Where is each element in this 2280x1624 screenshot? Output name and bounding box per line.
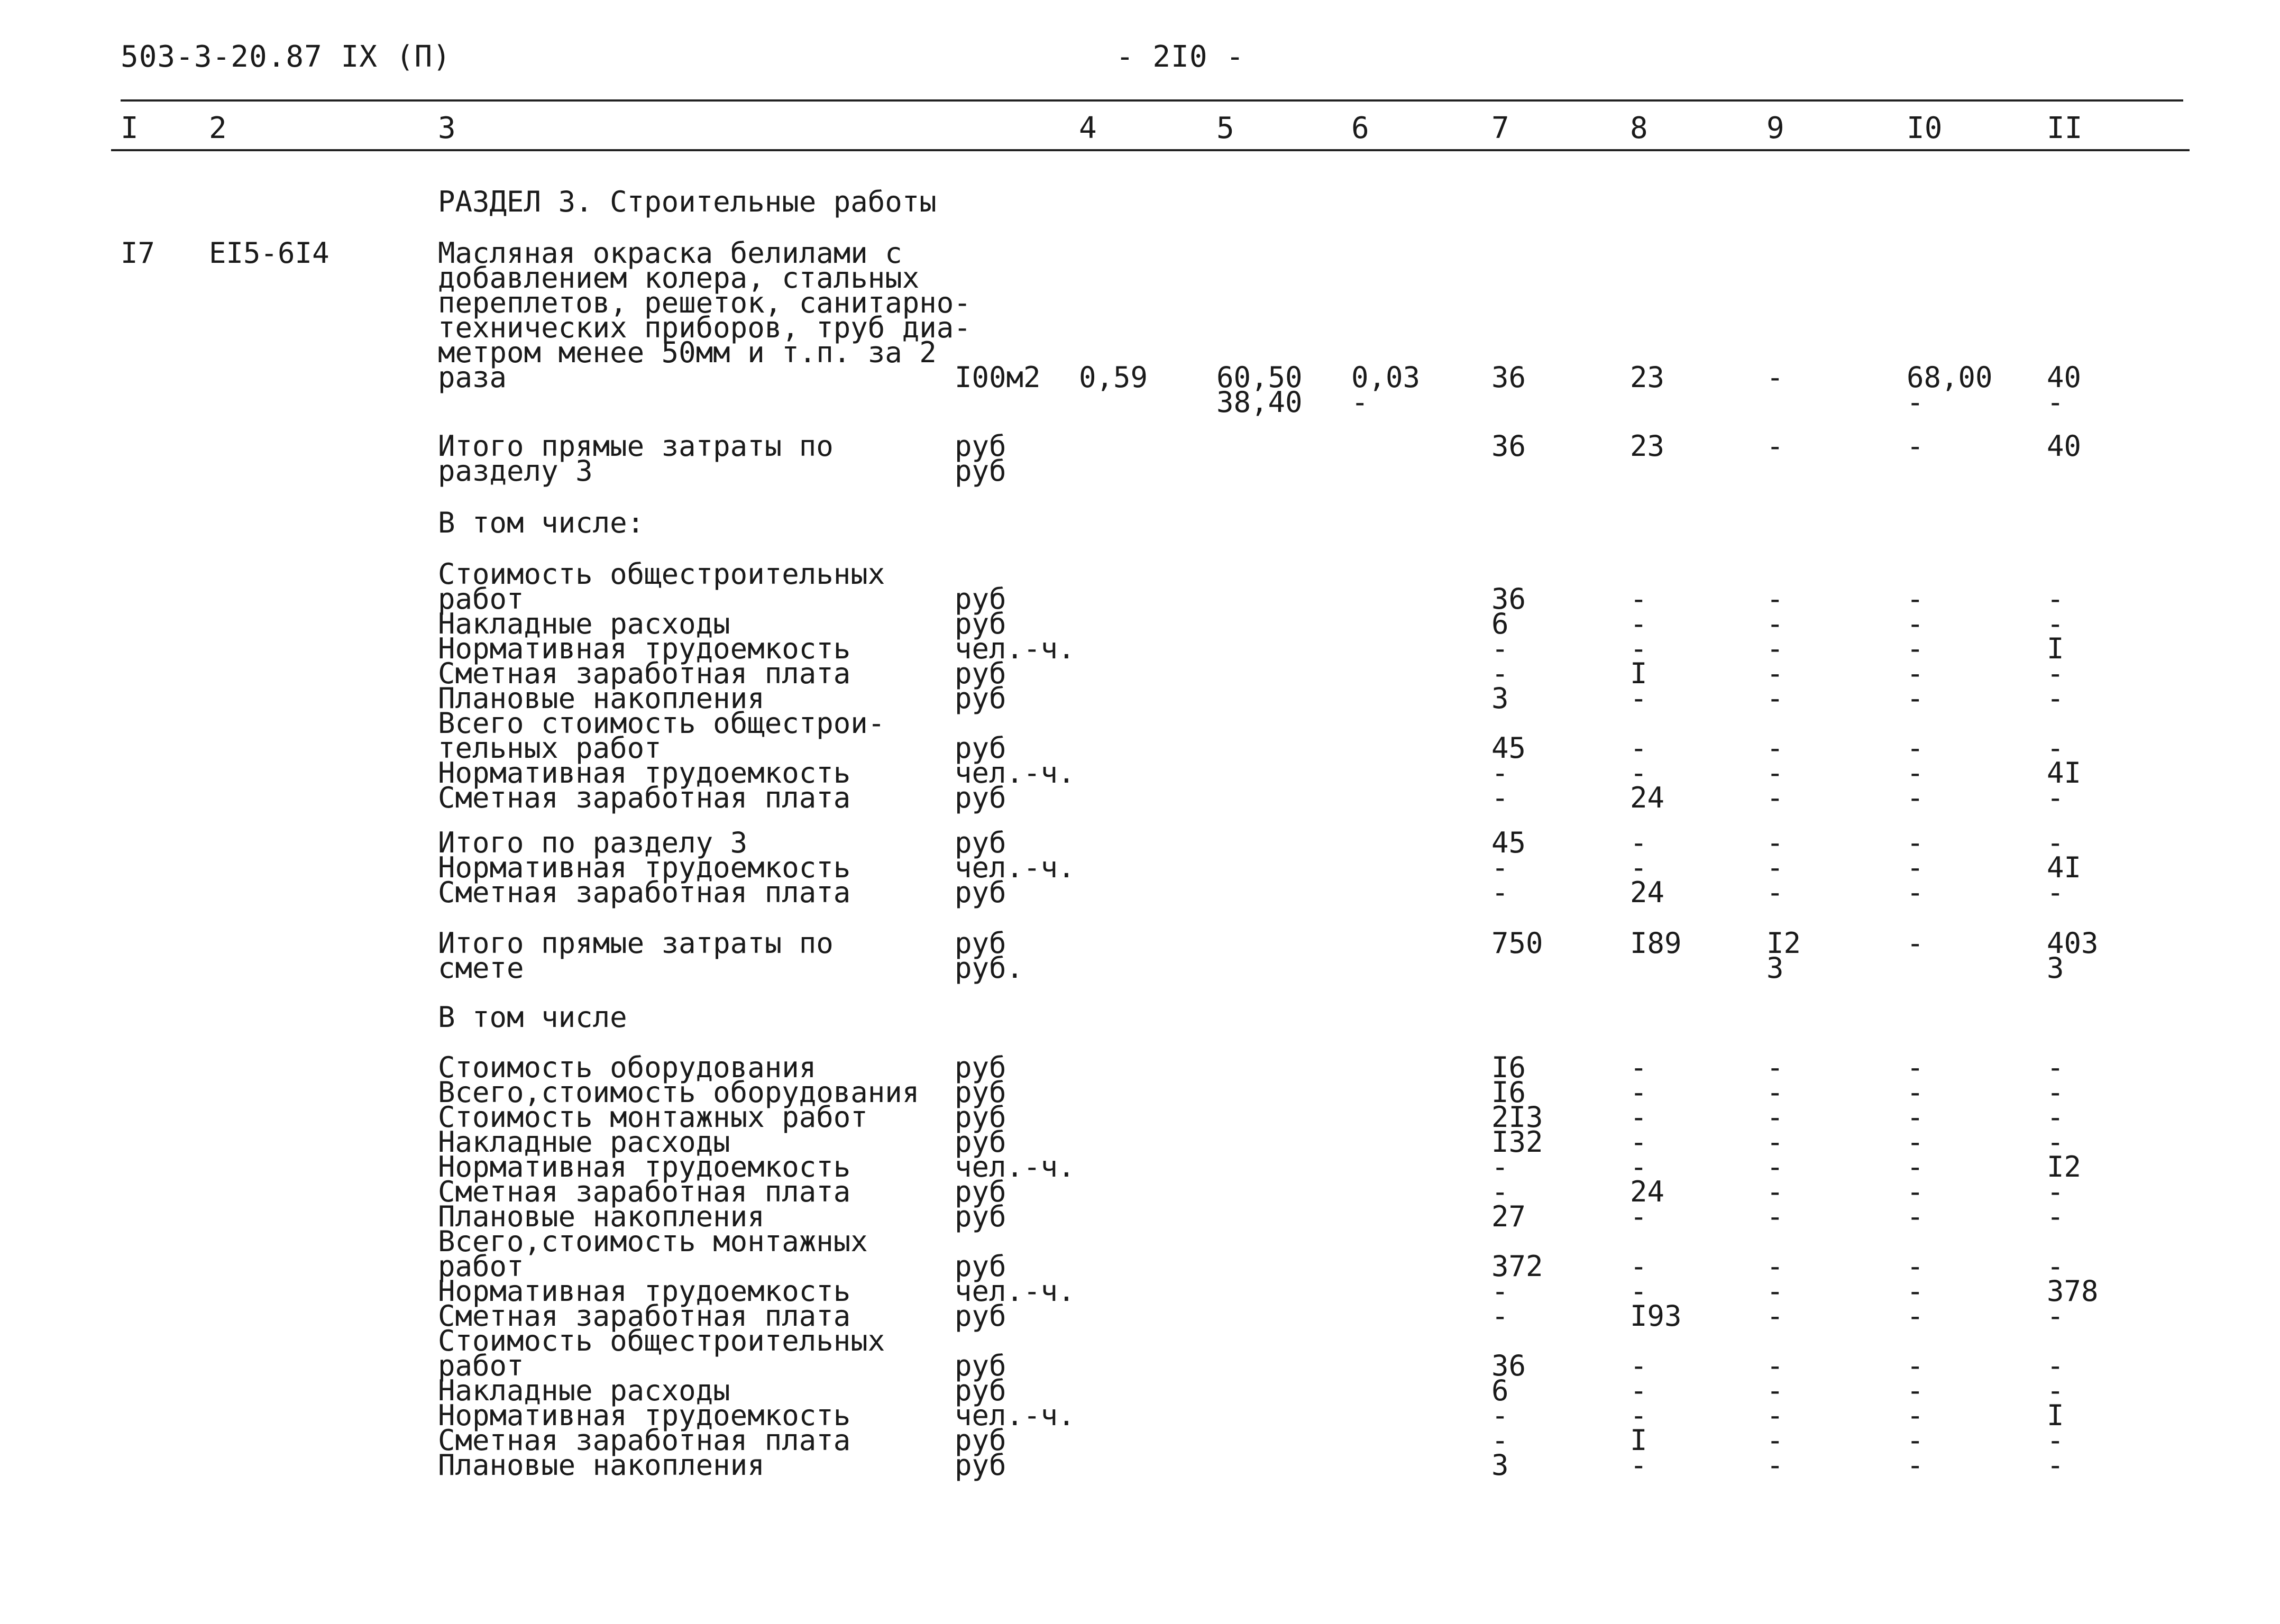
row-text-line: работ	[438, 1349, 524, 1382]
value-cell: -	[1907, 781, 1924, 814]
value-cell: -	[1630, 826, 1647, 859]
unit-cell: чел.-ч.	[955, 1274, 1075, 1308]
value-cell: -	[1630, 1200, 1647, 1233]
value-cell: 24	[1630, 781, 1665, 814]
unit-cell: руб	[955, 1051, 1006, 1084]
value-cell: -	[1630, 851, 1647, 884]
value-cell: -	[1491, 1175, 1509, 1208]
value-cell: -	[1907, 582, 1924, 616]
value-cell: -	[1491, 1274, 1509, 1308]
value-cell: -	[1491, 756, 1509, 790]
value-cell: 36	[1491, 1349, 1526, 1382]
unit-cell: руб	[955, 1299, 1006, 1333]
value-cell: -	[1491, 632, 1509, 665]
row-text-line: Накладные расходы	[438, 607, 730, 640]
unit-cell: чел.-ч.	[955, 632, 1075, 665]
value-cell: 38,40	[1216, 386, 1303, 419]
value-cell: -	[1766, 1125, 1784, 1159]
value-cell: I	[2047, 632, 2064, 665]
value-cell: 750	[1491, 926, 1543, 960]
unit-cell: руб	[955, 876, 1006, 909]
value-cell: -	[1766, 781, 1784, 814]
unit-cell: руб	[955, 1100, 1006, 1134]
value-cell: I93	[1630, 1299, 1682, 1333]
row-text-line: Нормативная трудоемкость	[438, 1150, 851, 1183]
row-text-line: Нормативная трудоемкость	[438, 756, 851, 790]
page-number: - 2I0 -	[1116, 40, 1245, 74]
value-cell: 23	[1630, 361, 1665, 394]
unit-cell: чел.-ч.	[955, 1399, 1075, 1432]
value-cell: -	[1491, 876, 1509, 909]
value-cell: -	[1907, 1374, 1924, 1407]
value-cell: 40	[2047, 429, 2082, 463]
row-text-line: Всего стоимость общестрои-	[438, 707, 885, 740]
value-cell: -	[1907, 386, 1924, 419]
value-cell: -	[1630, 756, 1647, 790]
unit-cell: руб	[955, 582, 1006, 616]
row-text-line: переплетов, решеток, санитарно-	[438, 286, 971, 319]
value-cell: I	[1630, 657, 1647, 690]
value-cell: -	[1766, 851, 1784, 884]
column-number: 2	[209, 111, 227, 145]
value-cell: -	[1907, 1150, 1924, 1183]
value-cell: -	[1766, 1076, 1784, 1109]
value-cell: 3	[1491, 682, 1509, 715]
value-cell: -	[2047, 1448, 2064, 1482]
row-text-line: Сметная заработная плата	[438, 1175, 851, 1208]
header-bottom-rule	[111, 149, 2190, 151]
row-text-line: Плановые накопления	[438, 1200, 765, 1233]
value-cell: 36	[1491, 361, 1526, 394]
row-number: I7	[121, 236, 155, 270]
value-cell: -	[1630, 1125, 1647, 1159]
section-title: РАЗДЕЛ 3. Строительные работы	[438, 185, 937, 218]
value-cell: -	[1630, 731, 1647, 765]
column-number: 7	[1491, 111, 1509, 145]
row-text-line: добавлением колера, стальных	[438, 261, 920, 295]
value-cell: 45	[1491, 826, 1526, 859]
row-text-line: Нормативная трудоемкость	[438, 851, 851, 884]
value-cell: 378	[2047, 1274, 2099, 1308]
value-cell: 4I	[2047, 756, 2082, 790]
value-cell: -	[1907, 1349, 1924, 1382]
value-cell: 45	[1491, 731, 1526, 765]
value-cell: -	[1630, 1250, 1647, 1283]
value-cell: I6	[1491, 1051, 1526, 1084]
value-cell: -	[1766, 682, 1784, 715]
value-cell: -	[1766, 582, 1784, 616]
column-number: 6	[1351, 111, 1369, 145]
value-cell: -	[1766, 731, 1784, 765]
header-top-rule	[121, 99, 2183, 102]
value-cell: -	[1630, 1374, 1647, 1407]
value-cell: -	[1766, 1175, 1784, 1208]
value-cell: -	[1907, 1399, 1924, 1432]
row-text-line: Плановые накопления	[438, 682, 765, 715]
row-text-line: Сметная заработная плата	[438, 876, 851, 909]
value-cell: 6	[1491, 1374, 1509, 1407]
value-cell: I	[1630, 1424, 1647, 1457]
value-cell: -	[2047, 1374, 2064, 1407]
value-cell: -	[1907, 1299, 1924, 1333]
value-cell: 24	[1630, 1175, 1665, 1208]
row-text-line: технических приборов, труб диа-	[438, 311, 971, 344]
value-cell: -	[1766, 1100, 1784, 1134]
value-cell: -	[2047, 1250, 2064, 1283]
value-cell: -	[1766, 1051, 1784, 1084]
unit-cell: руб	[955, 1349, 1006, 1382]
value-cell: -	[1766, 1374, 1784, 1407]
value-cell: -	[1907, 1250, 1924, 1283]
column-number: 5	[1216, 111, 1234, 145]
value-cell: -	[1491, 781, 1509, 814]
unit-cell: руб	[955, 1424, 1006, 1457]
value-cell: -	[2047, 1424, 2064, 1457]
unit-cell: руб	[955, 1125, 1006, 1159]
row-text-line: работ	[438, 1250, 524, 1283]
value-cell: -	[1630, 607, 1647, 640]
value-cell: -	[1630, 1150, 1647, 1183]
row-text-line: раза	[438, 361, 507, 394]
row-text-line: Стоимость монтажных работ	[438, 1100, 868, 1134]
value-cell: -	[1491, 1424, 1509, 1457]
value-cell: -	[1766, 876, 1784, 909]
value-cell: -	[1766, 1250, 1784, 1283]
value-cell: -	[1766, 361, 1784, 394]
value-cell: -	[1630, 1448, 1647, 1482]
row-text-line: В том числе:	[438, 506, 645, 539]
value-cell: 27	[1491, 1200, 1526, 1233]
value-cell: -	[2047, 1349, 2064, 1382]
value-cell: -	[2047, 1200, 2064, 1233]
value-cell: -	[1630, 1349, 1647, 1382]
value-cell: -	[1907, 1125, 1924, 1159]
column-number: I0	[1907, 111, 1943, 145]
row-text-line: Итого прямые затраты по	[438, 926, 834, 960]
value-cell: 36	[1491, 429, 1526, 463]
value-cell: 4I	[2047, 851, 2082, 884]
unit-cell: руб.	[955, 951, 1024, 985]
row-text-line: тельных работ	[438, 731, 662, 765]
value-cell: -	[1630, 582, 1647, 616]
value-cell: 0,59	[1079, 361, 1148, 394]
value-cell: -	[1907, 607, 1924, 640]
value-cell: -	[1907, 1051, 1924, 1084]
row-text-line: Стоимость общестроительных	[438, 557, 885, 591]
value-cell: -	[1766, 756, 1784, 790]
row-text-line: Итого прямые затраты по	[438, 429, 834, 463]
unit-cell: руб	[955, 1374, 1006, 1407]
unit-cell: руб	[955, 1448, 1006, 1482]
value-cell: 3	[1491, 1448, 1509, 1482]
value-cell: -	[2047, 1076, 2064, 1109]
value-cell: -	[1907, 657, 1924, 690]
value-cell: -	[1630, 1399, 1647, 1432]
unit-cell: руб	[955, 1200, 1006, 1233]
row-text-line: Нормативная трудоемкость	[438, 1399, 851, 1432]
value-cell: 23	[1630, 429, 1665, 463]
value-cell: -	[1630, 1076, 1647, 1109]
value-cell: -	[1907, 632, 1924, 665]
row-text-line: Сметная заработная плата	[438, 1299, 851, 1333]
value-cell: -	[1491, 657, 1509, 690]
value-cell: 2I3	[1491, 1100, 1543, 1134]
value-cell: -	[1766, 632, 1784, 665]
value-cell: -	[1907, 731, 1924, 765]
value-cell: -	[1766, 657, 1784, 690]
row-text-line: Стоимость общестроительных	[438, 1324, 885, 1357]
norm-code: EI5-6I4	[209, 236, 329, 270]
unit-cell: руб	[955, 657, 1006, 690]
row-text-line: Масляная окраска белилами с	[438, 236, 902, 270]
value-cell: I2	[1766, 926, 1801, 960]
value-cell: -	[1907, 429, 1924, 463]
value-cell: -	[2047, 657, 2064, 690]
value-cell: -	[1907, 1076, 1924, 1109]
value-cell: -	[1907, 826, 1924, 859]
unit-cell: чел.-ч.	[955, 851, 1075, 884]
value-cell: -	[1907, 1448, 1924, 1482]
column-number: 8	[1630, 111, 1648, 145]
unit-cell: руб	[955, 682, 1006, 715]
value-cell: -	[1766, 826, 1784, 859]
value-cell: -	[2047, 1100, 2064, 1134]
value-cell: -	[1766, 1299, 1784, 1333]
value-cell: I89	[1630, 926, 1682, 960]
unit-cell: руб	[955, 781, 1006, 814]
row-text-line: Накладные расходы	[438, 1374, 730, 1407]
unit-cell: руб	[955, 607, 1006, 640]
unit-cell: руб	[955, 454, 1006, 488]
unit-cell: чел.-ч.	[955, 756, 1075, 790]
value-cell: -	[2047, 876, 2064, 909]
column-number: II	[2047, 111, 2083, 145]
value-cell: -	[1907, 1274, 1924, 1308]
value-cell: -	[1351, 386, 1369, 419]
value-cell: -	[1491, 1399, 1509, 1432]
value-cell: 3	[1766, 951, 1784, 985]
value-cell: -	[1907, 876, 1924, 909]
value-cell: -	[1491, 851, 1509, 884]
column-number: 3	[438, 111, 456, 145]
value-cell: -	[1766, 1349, 1784, 1382]
row-text-line: метром менее 50мм и т.п. за 2	[438, 336, 937, 369]
row-text-line: работ	[438, 582, 524, 616]
unit-cell: чел.-ч.	[955, 1150, 1075, 1183]
value-cell: -	[2047, 582, 2064, 616]
value-cell: I6	[1491, 1076, 1526, 1109]
value-cell: 40	[2047, 361, 2082, 394]
value-cell: -	[1766, 1448, 1784, 1482]
value-cell: -	[2047, 1299, 2064, 1333]
value-cell: -	[1907, 756, 1924, 790]
value-cell: I	[2047, 1399, 2064, 1432]
row-text-line: смете	[438, 951, 524, 985]
value-cell: 0,03	[1351, 361, 1421, 394]
value-cell: 60,50	[1216, 361, 1303, 394]
unit-cell: руб	[955, 1250, 1006, 1283]
value-cell: -	[2047, 731, 2064, 765]
row-text-line: Сметная заработная плата	[438, 657, 851, 690]
row-text-line: Итого по разделу 3	[438, 826, 748, 859]
row-text-line: Нормативная трудоемкость	[438, 632, 851, 665]
value-cell: -	[2047, 1125, 2064, 1159]
value-cell: -	[1907, 1424, 1924, 1457]
value-cell: -	[1766, 1200, 1784, 1233]
unit-cell: руб	[955, 731, 1006, 765]
value-cell: -	[2047, 826, 2064, 859]
value-cell: -	[1766, 607, 1784, 640]
value-cell: 3	[2047, 951, 2064, 985]
value-cell: -	[1630, 682, 1647, 715]
value-cell: -	[2047, 682, 2064, 715]
value-cell: 68,00	[1907, 361, 1993, 394]
value-cell: -	[1491, 1299, 1509, 1333]
value-cell: -	[1630, 1051, 1647, 1084]
value-cell: 36	[1491, 582, 1526, 616]
value-cell: -	[2047, 781, 2064, 814]
value-cell: -	[1630, 1274, 1647, 1308]
value-cell: -	[1766, 1274, 1784, 1308]
unit-cell: руб	[955, 826, 1006, 859]
row-text-line: Нормативная трудоемкость	[438, 1274, 851, 1308]
unit-cell: руб	[955, 926, 1006, 960]
row-text-line: Всего,стоимость монтажных	[438, 1225, 868, 1258]
column-number: 9	[1766, 111, 1784, 145]
document-code: 503-3-20.87 IX (П)	[121, 40, 451, 74]
value-cell: -	[1907, 682, 1924, 715]
row-text-line: Сметная заработная плата	[438, 781, 851, 814]
value-cell: -	[1766, 1424, 1784, 1457]
row-text-line: Накладные расходы	[438, 1125, 730, 1159]
value-cell: 24	[1630, 876, 1665, 909]
row-text-line: Сметная заработная плата	[438, 1424, 851, 1457]
value-cell: 6	[1491, 607, 1509, 640]
unit-cell: руб	[955, 1076, 1006, 1109]
value-cell: -	[1766, 1150, 1784, 1183]
value-cell: I2	[2047, 1150, 2082, 1183]
value-cell: -	[2047, 386, 2064, 419]
value-cell: 372	[1491, 1250, 1543, 1283]
value-cell: -	[1907, 926, 1924, 960]
value-cell: -	[1766, 429, 1784, 463]
value-cell: -	[1491, 1150, 1509, 1183]
row-text-line: В том числе	[438, 1001, 627, 1034]
value-cell: I32	[1491, 1125, 1543, 1159]
unit-cell: руб	[955, 429, 1006, 463]
row-text-line: Всего,стоимость оборудования	[438, 1076, 920, 1109]
value-cell: -	[1766, 1399, 1784, 1432]
value-cell: -	[1907, 1200, 1924, 1233]
row-text-line: Плановые накопления	[438, 1448, 765, 1482]
column-number: I	[121, 111, 139, 145]
row-text-line: Стоимость оборудования	[438, 1051, 817, 1084]
value-cell: -	[1907, 851, 1924, 884]
value-cell: -	[1630, 632, 1647, 665]
unit-cell: I00м2	[955, 361, 1041, 394]
value-cell: -	[1630, 1100, 1647, 1134]
value-cell: -	[1907, 1175, 1924, 1208]
value-cell: -	[2047, 1051, 2064, 1084]
column-number: 4	[1079, 111, 1097, 145]
unit-cell: руб	[955, 1175, 1006, 1208]
value-cell: -	[2047, 607, 2064, 640]
row-text-line: разделу 3	[438, 454, 593, 488]
value-cell: -	[2047, 1175, 2064, 1208]
value-cell: 403	[2047, 926, 2099, 960]
value-cell: -	[1907, 1100, 1924, 1134]
